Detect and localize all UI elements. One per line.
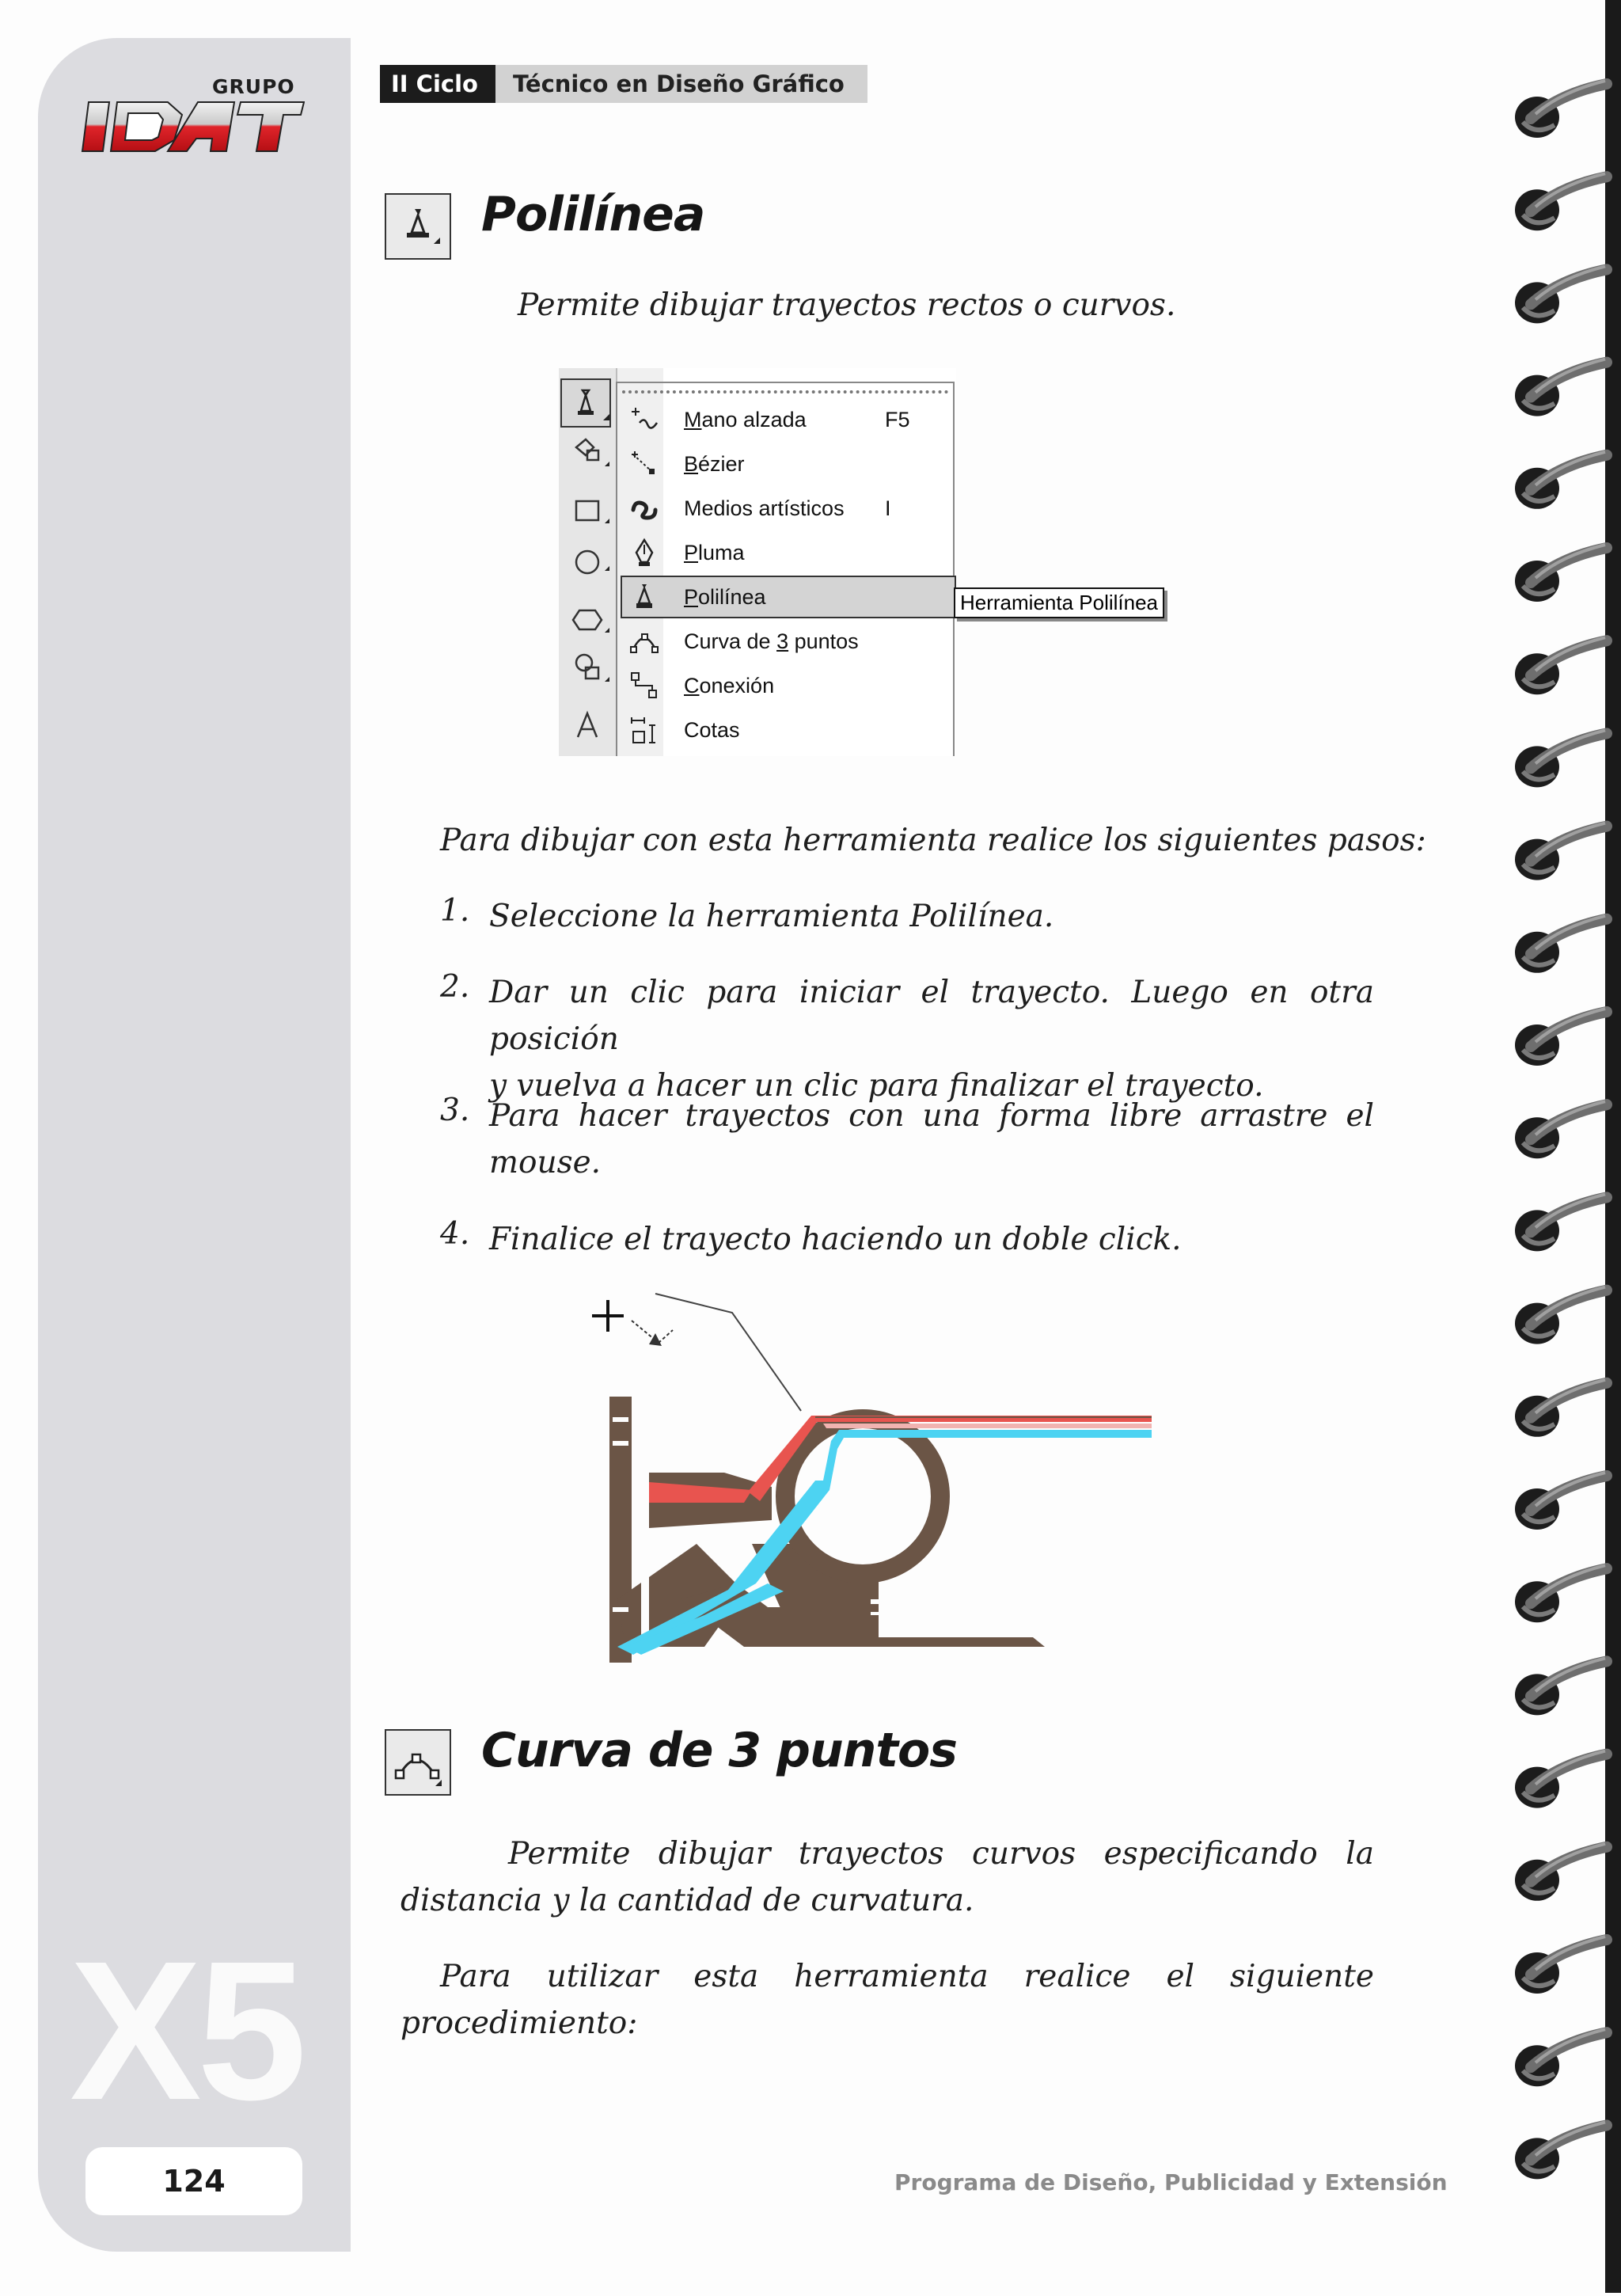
section-title-polilinea: Polilínea — [481, 187, 705, 242]
step-number: 3. — [440, 1093, 470, 1128]
idat-logo — [79, 75, 309, 162]
spiral-coil — [1515, 2029, 1607, 2086]
spiral-coil — [1515, 2122, 1607, 2179]
menu-shortcut: I — [885, 496, 891, 520]
spiral-coil — [1515, 1473, 1607, 1530]
menu-shortcut: F5 — [885, 407, 910, 431]
polyline-example-illustration — [586, 1283, 1203, 1663]
logo-grupo-text: GRUPO — [212, 75, 295, 98]
spiral-coil — [1515, 1751, 1607, 1808]
idat-wordmark — [79, 101, 305, 153]
spiral-coil — [1515, 359, 1607, 416]
menu-item-mano-alzada[interactable]: Mano alzada F5 — [622, 398, 955, 441]
spiral-coil — [1515, 452, 1607, 509]
menu-tear-off-line — [622, 390, 948, 393]
spiral-binding — [1504, 0, 1621, 2293]
polyline-tool-icon — [385, 193, 451, 260]
spiral-coil — [1515, 173, 1607, 230]
spiral-coil — [1515, 637, 1607, 694]
x5-watermark: X5 — [70, 1920, 302, 2141]
section-title-curva-3-puntos: Curva de 3 puntos — [481, 1723, 957, 1778]
spiral-coil — [1515, 81, 1607, 138]
spiral-coil — [1515, 823, 1607, 880]
step-number: 2. — [440, 969, 470, 1005]
freehand-icon — [622, 398, 666, 441]
program-label: Técnico en Diseño Gráfico — [495, 65, 867, 103]
polyline-icon — [622, 576, 666, 618]
page-header — [380, 65, 867, 103]
polilinea-intro: Permite dibujar trayectos rectos o curvos. — [518, 287, 1176, 323]
dimension-icon — [622, 709, 666, 751]
steps-intro: Para dibujar con esta herramienta realice los siguientes pasos: — [440, 823, 1426, 858]
spiral-coil — [1515, 1565, 1607, 1622]
menu-item-polilinea[interactable]: Polilínea — [621, 576, 956, 618]
pen-icon — [622, 531, 666, 574]
3-point-curve-tool-icon — [385, 1729, 451, 1796]
step-1-text: Seleccione la herramienta Polilínea. — [489, 899, 1054, 934]
spiral-coil — [1515, 1194, 1607, 1251]
spiral-coil — [1515, 1287, 1607, 1344]
menu-item-pluma[interactable]: Pluma — [622, 531, 955, 574]
footer-program: Programa de Diseño, Publicidad y Extensión — [894, 2169, 1448, 2195]
menu-item-conexion[interactable]: Conexión — [622, 664, 955, 707]
bezier-icon — [622, 443, 666, 485]
curva-procedure-intro: Para utilizar esta herramienta realice el siguiente procedimiento: — [401, 1959, 1374, 2041]
spiral-coil — [1515, 1380, 1607, 1437]
tooltip-herramienta-polilinea: Herramienta Polilínea — [954, 587, 1164, 618]
spiral-coil — [1515, 1658, 1607, 1715]
spiral-coil — [1515, 916, 1607, 973]
artistic-media-icon — [622, 487, 666, 530]
step-3-text: Para hacer trayectos con una forma libre arrastre el mouse. — [489, 1098, 1374, 1180]
spiral-coil — [1515, 730, 1607, 787]
page-number: 124 — [85, 2147, 302, 2215]
cycle-label: II Ciclo — [380, 65, 495, 103]
menu-item-cotas[interactable]: Cotas — [622, 709, 955, 751]
step-number: 4. — [440, 1216, 470, 1252]
toolbox-strip — [559, 368, 617, 756]
spiral-coil — [1515, 1937, 1607, 1994]
spiral-coil — [1515, 1844, 1607, 1901]
curva-description: Permite dibujar trayectos curvos especificando la distancia y la cantidad de curvatura. — [401, 1836, 1374, 1918]
menu-item-medios-artisticos[interactable]: Medios artísticos I — [622, 487, 955, 530]
menu-item-curva-3-puntos[interactable]: Curva de 3 puntos — [622, 620, 955, 663]
step-2-text: Dar un clic para iniciar el trayecto. Luego en otra posición y vuelva a hacer un clic para finalizar el trayecto. — [489, 975, 1374, 1104]
menu-item-bezier[interactable]: Bézier — [622, 443, 955, 485]
3-point-curve-icon — [622, 620, 666, 663]
step-number: 1. — [440, 893, 470, 929]
connector-icon — [622, 664, 666, 707]
flyout-menu-screenshot — [559, 368, 956, 756]
spiral-coil — [1515, 266, 1607, 323]
spiral-coil — [1515, 1101, 1607, 1158]
spiral-coil — [1515, 545, 1607, 602]
spiral-coil — [1515, 1009, 1607, 1066]
step-4-text: Finalice el trayecto haciendo un doble click. — [489, 1222, 1182, 1257]
